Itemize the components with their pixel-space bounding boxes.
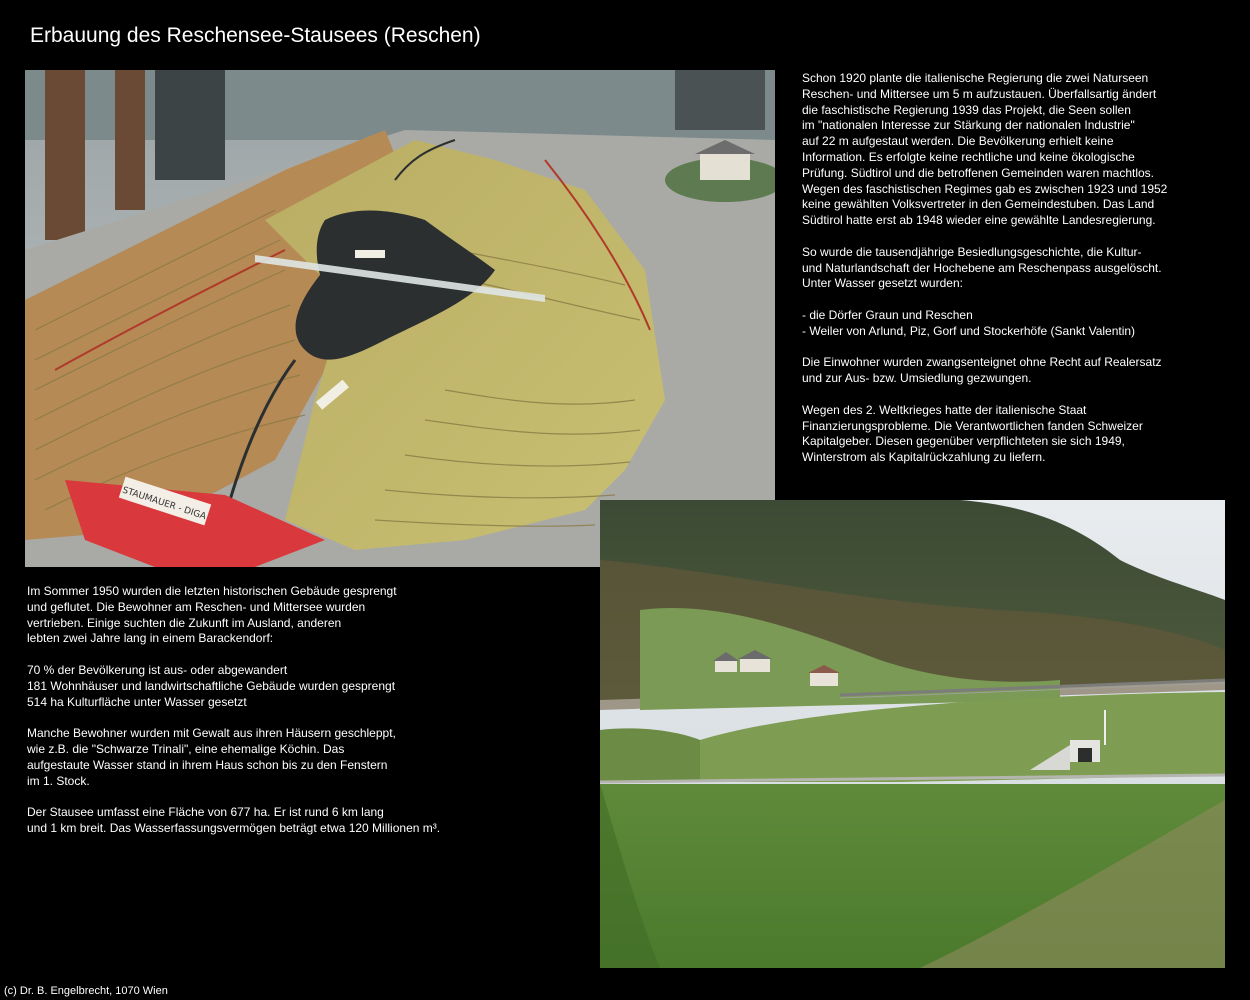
dam-sign-label: STAUMAUER - DIGA: [120, 485, 208, 523]
history-text-right: [802, 71, 1222, 482]
page-title: Erbauung des Reschensee-Stausees (Reschen): [30, 24, 481, 47]
text-right-paragraph: So wurde die tausendjährige Besiedlungsgeschichte, die Kultur- und Naturlandschaft der Hochebene am Reschenpass ausgelöscht. Unter Wasser gesetzt wurden:: [802, 244, 1162, 291]
text-right-paragraph: Schon 1920 plante die italienische Regierung die zwei Naturseen Reschen- und Mittersee um 5 m aufzustauen. Überfallsartig ändert die faschistische Regierung 1939 das Projekt, die Seen sollen im "nationalen Interesse zur Stärkung der nationalen Industrie" auf 22 m aufgestaut werden. Die Bevölkerung erhielt keine Information. Es erfolgte keine rechtliche und keine ökologische Prüfung. Südtirol und die betroffenen Gemeinden waren machtlos. Wegen des faschistischen Regimes gab es zwischen 1923 und 1952 keine gewählten Volksvertreter in den Gemeindestuben. Das Land Südtirol hatte erst ab 1948 wieder eine gewählte Landesregierung.: [802, 71, 1168, 228]
text-left-paragraph: Im Sommer 1950 wurden die letzten historischen Gebäude gesprengt und geflutet. Die Bewohner am Reschen- und Mittersee wurden vertrieben. Einige suchten die Zukunft im Ausland, anderen lebten zwei Jahre lang in einem Barackendorf:: [27, 584, 397, 646]
text-left-paragraph: 70 % der Bevölkerung ist aus- oder abgewandert 181 Wohnhäuser und landwirtschaftliche Gebäude wurden gesprengt 514 ha Kulturfläche unter Wasser gesetzt: [27, 662, 396, 709]
text-left-paragraph: Der Stausee umfasst eine Fläche von 677 ha. Er ist rund 6 km lang und 1 km breit. Das Wasserfassungsvermögen beträgt etwa 120 Millionen m³.: [27, 805, 441, 835]
dam-landscape-illustration: [600, 500, 1225, 968]
text-right-paragraph: Wegen des 2. Weltkrieges hatte der italienische Staat Finanzierungsprobleme. Die Verantwortlichen fanden Schweizer Kapitalgeber. Diesen gegenüber verpflichteten sie sich 1949, Winterstrom als Kapitalrückzahlung zu liefern.: [802, 402, 1143, 465]
copyright-footer: (c) Dr. B. Engelbrecht, 1070 Wien: [4, 985, 168, 997]
text-left-paragraph: Manche Bewohner wurden mit Gewalt aus ihren Häusern geschleppt, wie z.B. die "Schwarze Trinali", eine ehemalige Köchin. Das aufgestaute Wasser stand in ihrem Haus schon bis zu den Fenstern im 1. Stock.: [27, 726, 396, 788]
history-text-left: [27, 584, 587, 853]
text-right-paragraph: Die Einwohner wurden zwangsenteignet ohne Recht auf Realersatz und zur Aus- bzw. Umsiedlung gezwungen.: [802, 355, 1162, 386]
text-right-paragraph: - die Dörfer Graun und Reschen - Weiler von Arlund, Piz, Gorf und Stockerhöfe (Sankt Valentin): [802, 307, 1136, 338]
dam-landscape-photo: [600, 500, 1225, 968]
relief-model-illustration: [25, 70, 775, 567]
relief-model-photo: [25, 70, 775, 567]
